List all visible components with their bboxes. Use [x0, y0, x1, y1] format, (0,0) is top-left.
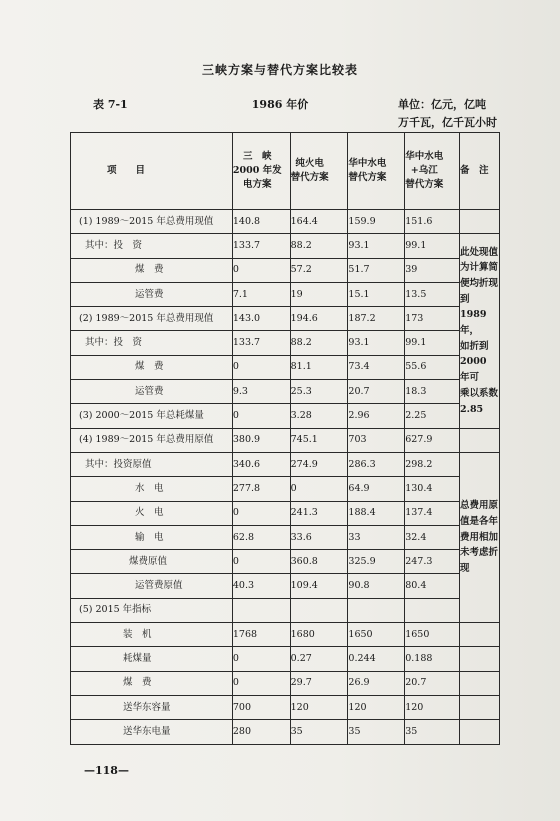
row-value [290, 598, 348, 622]
row-value: 0 [232, 404, 290, 428]
row-value: 81.1 [290, 355, 348, 379]
row-value: 99.1 [405, 331, 460, 355]
header-central-hydro [348, 133, 405, 210]
row-value: 700 [232, 695, 290, 719]
row-label: (4) 1989～2015 年总费用原值 [71, 428, 233, 452]
row-value: 325.9 [348, 550, 405, 574]
note-cell [460, 234, 500, 428]
row-value: 26.9 [348, 671, 405, 695]
note-empty [460, 428, 500, 452]
table-row [71, 307, 500, 331]
row-value: 0 [232, 258, 290, 282]
row-value: 2.96 [348, 404, 405, 428]
row-value: 1680 [290, 623, 348, 647]
row-value: 99.1 [405, 234, 460, 258]
row-value: 133.7 [232, 331, 290, 355]
table-row [71, 282, 500, 306]
page-number: —118— [84, 764, 129, 777]
row-label: 耗煤量 [71, 647, 233, 671]
row-value: 0 [232, 671, 290, 695]
row-value: 0 [232, 355, 290, 379]
row-value: 745.1 [290, 428, 348, 452]
table-row [71, 210, 500, 234]
row-value [232, 598, 290, 622]
row-value: 90.8 [348, 574, 405, 598]
row-value: 247.3 [405, 550, 460, 574]
row-value: 137.4 [405, 501, 460, 525]
row-value: 15.1 [348, 282, 405, 306]
table-row [71, 355, 500, 379]
row-value: 1650 [405, 623, 460, 647]
row-label: (5) 2015 年指标 [71, 598, 233, 622]
row-value: 298.2 [405, 452, 460, 476]
row-value: 25.3 [290, 380, 348, 404]
row-value: 32.4 [405, 525, 460, 549]
row-value: 39 [405, 258, 460, 282]
row-value: 13.5 [405, 282, 460, 306]
row-label: 煤费原值 [71, 550, 233, 574]
note-line: 未考虑折 [460, 547, 499, 559]
table-row [71, 598, 500, 622]
row-value: 120 [405, 695, 460, 719]
row-label: 煤 费 [71, 671, 233, 695]
row-value: 93.1 [348, 234, 405, 258]
row-value: 29.7 [290, 671, 348, 695]
header-central-wujiang-line: 替代方案 [405, 179, 444, 191]
row-value: 380.9 [232, 428, 290, 452]
note-line: 到 1989 年， [460, 293, 487, 337]
table-row [71, 404, 500, 428]
price-basis: 1986 年价 [251, 98, 309, 111]
table-row [71, 234, 500, 258]
header-central-hydro-line: 替代方案 [348, 172, 387, 183]
table-row [71, 720, 500, 744]
row-value: 2.25 [405, 404, 460, 428]
comparison-table [70, 132, 500, 745]
table-number: 表 7-1 [93, 98, 128, 111]
row-value: 274.9 [290, 452, 348, 476]
table-row [71, 623, 500, 647]
row-value: 0 [232, 647, 290, 671]
row-value: 286.3 [348, 452, 405, 476]
row-value: 120 [348, 695, 405, 719]
note-line: 2000 年可 [460, 356, 487, 384]
row-value: 35 [405, 720, 460, 744]
row-label: 运管费 [71, 380, 233, 404]
row-value: 164.4 [290, 210, 348, 234]
row-value: 120 [290, 695, 348, 719]
note-line: 便均折现 [460, 278, 499, 290]
header-central-wujiang-line: 华中水电 [405, 150, 444, 162]
row-value: 703 [348, 428, 405, 452]
table-row [71, 258, 500, 282]
unit-line-2: 万千瓦，亿千瓦小时 [398, 116, 497, 129]
row-value: 1650 [348, 623, 405, 647]
row-value: 140.8 [232, 210, 290, 234]
table-row [71, 647, 500, 671]
row-label: 水 电 [71, 477, 233, 501]
note-cell [460, 452, 500, 622]
row-value: 0 [232, 501, 290, 525]
row-value: 19 [290, 282, 348, 306]
note-line: 此处现值 [460, 246, 499, 258]
table-row [71, 452, 500, 476]
table-row [71, 574, 500, 598]
row-value: 20.7 [348, 380, 405, 404]
row-value: 109.4 [290, 574, 348, 598]
row-value: 194.6 [290, 307, 348, 331]
header-central-wujiang-line: +乌江 [410, 164, 438, 176]
note-empty [460, 623, 500, 647]
row-value: 187.2 [348, 307, 405, 331]
row-label: 运管费 [71, 282, 233, 306]
row-value: 0 [290, 477, 348, 501]
row-value: 143.0 [232, 307, 290, 331]
row-label: (1) 1989～2015 年总费用现值 [71, 210, 233, 234]
row-label: 送华东电量 [71, 720, 233, 744]
row-value: 80.4 [405, 574, 460, 598]
table-row [71, 671, 500, 695]
table-title: 三峡方案与替代方案比较表 [201, 63, 358, 77]
header-note: 备 注 [460, 133, 500, 210]
header-thermal-line: 纯火电 [295, 157, 324, 169]
header-central-hydro-line: 华中水电 [348, 157, 387, 169]
note-line: 2.85 [460, 403, 484, 415]
row-value [348, 598, 405, 622]
row-value: 18.3 [405, 380, 460, 404]
unit-line-1: 单位：亿元，亿吨 [398, 98, 486, 111]
header-sanxia-line: 2000 年发 [232, 164, 282, 176]
header-sanxia [232, 133, 290, 210]
row-value: 627.9 [405, 428, 460, 452]
row-value: 88.2 [290, 331, 348, 355]
note-empty [460, 647, 500, 671]
row-value: 340.6 [232, 452, 290, 476]
note-empty [460, 695, 500, 719]
row-value: 40.3 [232, 574, 290, 598]
row-value: 0.188 [405, 647, 460, 671]
row-value: 0.27 [290, 647, 348, 671]
note-empty [460, 671, 500, 695]
header-sanxia-line: 三 峡 [242, 150, 272, 162]
header-thermal-line: 替代方案 [290, 172, 329, 183]
row-value [405, 598, 460, 622]
note-line: 现 [460, 563, 470, 575]
note-line: 值是各年 [460, 516, 499, 527]
table-row [71, 477, 500, 501]
row-label: 运管费原值 [71, 574, 233, 598]
row-label: 其中：投 资 [71, 331, 233, 355]
header-sanxia-line: 电方案 [242, 179, 272, 191]
row-value: 33 [348, 525, 405, 549]
note-empty [460, 210, 500, 234]
note-line: 费用相加 [460, 531, 499, 543]
table-row [71, 380, 500, 404]
row-value: 3.28 [290, 404, 348, 428]
row-value: 173 [405, 307, 460, 331]
note-empty [460, 720, 500, 744]
row-value: 9.3 [232, 380, 290, 404]
note-line: 乘以系数 [460, 387, 499, 399]
row-label: 火 电 [71, 501, 233, 525]
header-row [71, 133, 500, 210]
row-value: 7.1 [232, 282, 290, 306]
row-value: 0.244 [348, 647, 405, 671]
row-label: 送华东容量 [71, 695, 233, 719]
row-value: 35 [348, 720, 405, 744]
table-row [71, 428, 500, 452]
note-line: 总费用原 [460, 500, 499, 512]
row-value: 133.7 [232, 234, 290, 258]
row-value: 55.6 [405, 355, 460, 379]
row-value: 280 [232, 720, 290, 744]
row-value: 57.2 [290, 258, 348, 282]
row-value: 64.9 [348, 477, 405, 501]
table-row [71, 695, 500, 719]
row-value: 151.6 [405, 210, 460, 234]
row-value: 277.8 [232, 477, 290, 501]
row-value: 20.7 [405, 671, 460, 695]
row-value: 88.2 [290, 234, 348, 258]
row-label: 煤 费 [71, 355, 233, 379]
row-value: 73.4 [348, 355, 405, 379]
row-value: 0 [232, 550, 290, 574]
header-thermal [290, 133, 348, 210]
row-label: 输 电 [71, 525, 233, 549]
row-value: 93.1 [348, 331, 405, 355]
note-line: 为计算简 [460, 262, 499, 274]
header-central-wujiang [405, 133, 460, 210]
row-value: 241.3 [290, 501, 348, 525]
row-value: 1768 [232, 623, 290, 647]
header-item: 项 目 [71, 133, 233, 210]
row-value: 130.4 [405, 477, 460, 501]
table-row [71, 550, 500, 574]
row-label: (3) 2000～2015 年总耗煤量 [71, 404, 233, 428]
table-row [71, 525, 500, 549]
row-value: 159.9 [348, 210, 405, 234]
note-line: 如折到 [460, 340, 489, 352]
table-row [71, 501, 500, 525]
row-label: 装 机 [71, 623, 233, 647]
row-value: 51.7 [348, 258, 405, 282]
row-value: 62.8 [232, 525, 290, 549]
row-label: (2) 1989～2015 年总费用现值 [71, 307, 233, 331]
row-value: 188.4 [348, 501, 405, 525]
row-value: 35 [290, 720, 348, 744]
row-label: 煤 费 [71, 258, 233, 282]
row-label: 其中：投 资 [71, 234, 233, 258]
table-row [71, 331, 500, 355]
row-value: 33.6 [290, 525, 348, 549]
row-value: 360.8 [290, 550, 348, 574]
row-label: 其中：投资原值 [71, 452, 233, 476]
